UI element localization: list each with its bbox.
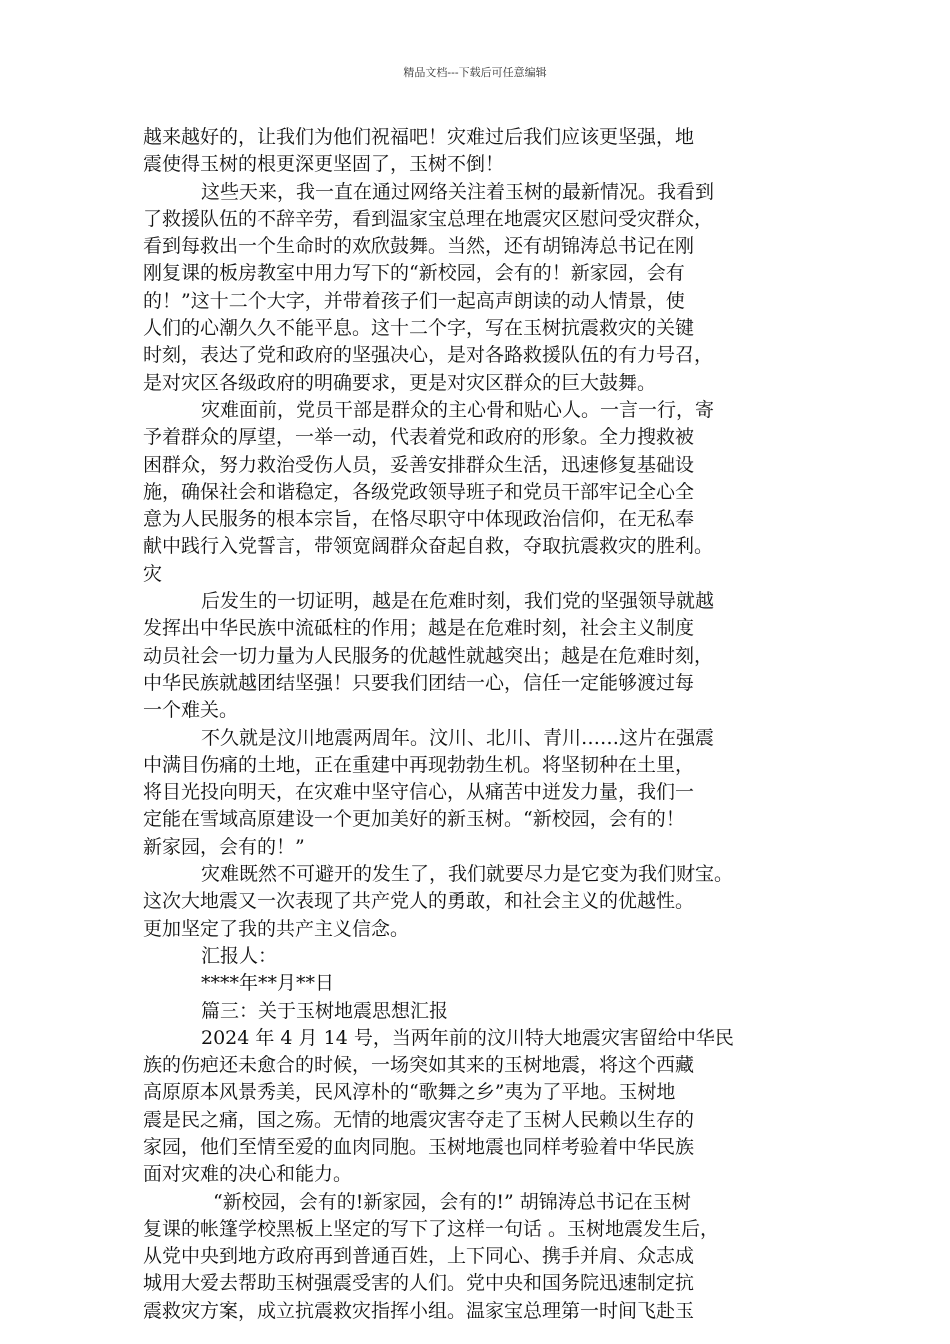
text-line: 汇报人： <box>201 944 278 967</box>
text-line: 定能在雪域高原建设一个更加美好的新玉树。“新校园，会有的！ <box>143 808 685 831</box>
text-line: 后发生的一切证明，越是在危难时刻，我们党的坚强领导就越 <box>201 590 715 613</box>
text-line: 震救灾方案，成立抗震救灾指挥小组。温家宝总理第一时间飞赴玉 <box>143 1299 695 1322</box>
text-line: 不久就是汶川地震两周年。汶川、北川、青川……这片在强震 <box>201 726 715 749</box>
text-line: 面对灾难的决心和能力。 <box>143 1163 353 1186</box>
text-line: 越来越好的，让我们为他们祝福吧！灾难过后我们应该更坚强，地 <box>143 126 695 148</box>
text-line: 是对灾区各级政府的明确要求，更是对灾区群众的巨大鼓舞。 <box>143 371 657 394</box>
text-line: 高原原本风景秀美，民风淳朴的“歌舞之乡”夷为了平地。玉树地 <box>143 1081 676 1104</box>
text-line: “新校园，会有的!新家园，会有的!” 胡锦涛总书记在玉树 <box>213 1190 691 1213</box>
text-line: 看到每救出一个生命时的欢欣鼓舞。当然，还有胡锦涛总书记在刚 <box>143 235 695 258</box>
text-line: 中满目伤痛的土地，正在重建中再现勃勃生机。将坚韧种在土里， <box>143 753 695 776</box>
text-line: 发挥出中华民族中流砥柱的作用；越是在危难时刻，社会主义制度 <box>143 617 695 640</box>
text-line: 献中践行入党誓言，带领宽阔群众奋起自救，夺取抗震救灾的胜利。 <box>143 535 714 558</box>
text-line: 新家园，会有的！” <box>143 835 305 858</box>
text-line: 更加坚定了我的共产主义信念。 <box>143 917 410 940</box>
text-line: 一个难关。 <box>143 699 239 722</box>
document-body <box>143 124 823 1325</box>
text-line: 篇三：关于玉树地震思想汇报 <box>201 999 449 1022</box>
text-line: 动员社会一切力量为人民服务的优越性就越突出；越是在危难时刻， <box>143 644 714 667</box>
text-line: 予着群众的厚望，一举一动，代表着党和政府的形象。全力搜救被 <box>143 426 695 449</box>
text-line: 意为人民服务的根本宗旨，在恪尽职守中体现政治信仰，在无私奉 <box>143 508 695 531</box>
text-line: 的！”这十二个大字，并带着孩子们一起高声朗读的动人情景，使 <box>143 289 685 312</box>
text-line: 族的伤疤还未愈合的时候，一场突如其来的玉树地震，将这个西藏 <box>143 1054 695 1077</box>
text-line: 从党中央到地方政府再到普通百姓，上下同心、携手并肩、众志成 <box>143 1245 695 1268</box>
text-line: 这些天来，我一直在通过网络关注着玉树的最新情况。我看到 <box>201 180 715 203</box>
text-line: 震是民之痛，国之殇。无情的地震灾害夺走了玉树人民赖以生存的 <box>143 1108 695 1131</box>
text-line: 时刻，表达了党和政府的坚强决心，是对各路救援队伍的有力号召， <box>143 344 714 367</box>
text-line: 这次大地震又一次表现了共产党人的勇敢，和社会主义的优越性。 <box>143 890 695 913</box>
text-line: ****年**月**日 <box>201 972 335 995</box>
text-line: 人们的心潮久久不能平息。这十二个字，写在玉树抗震救灾的关键 <box>143 317 695 340</box>
text-line: 复课的帐篷学校黑板上坚定的写下了这样一句话 。玉树地震发生后， <box>143 1217 720 1240</box>
text-line: 灾难面前，党员干部是群众的主心骨和贴心人。一言一行，寄 <box>201 398 715 421</box>
text-line: 家园，他们至情至爱的血肉同胞。玉树地震也同样考验着中华民族 <box>143 1135 695 1158</box>
text-line: 中华民族就越团结坚强！只要我们团结一心，信任一定能够渡过每 <box>143 671 695 694</box>
text-line: 城用大爱去帮助玉树强震受害的人们。党中央和国务院迅速制定抗 <box>143 1272 695 1295</box>
text-line: 灾 <box>143 562 163 585</box>
text-line: 了救援队伍的不辞辛劳，看到温家宝总理在地震灾区慰问受灾群众， <box>143 207 714 230</box>
text-line: 困群众，努力救治受伤人员，妥善安排群众生活，迅速修复基础设 <box>143 453 695 476</box>
text-line: 震使得玉树的根更深更坚固了，玉树不倒！ <box>143 153 505 176</box>
text-line: 施，确保社会和谐稳定，各级党政领导班子和党员干部牢记全心全 <box>143 480 695 503</box>
text-line: 灾难既然不可避开的发生了，我们就要尽力是它变为我们财宝。 <box>201 863 734 886</box>
page-header: 精品文档---下载后可任意编辑 <box>403 66 547 79</box>
text-line: 刚复课的板房教室中用力写下的“新校园，会有的！新家园，会有 <box>143 262 685 285</box>
text-line: 2024 年 4 月 14 号，当两年前的汶川特大地震灾害留给中华民 <box>201 1026 734 1049</box>
text-line: 将目光投向明天，在灾难中坚守信心，从痛苦中迸发力量，我们一 <box>143 781 695 804</box>
